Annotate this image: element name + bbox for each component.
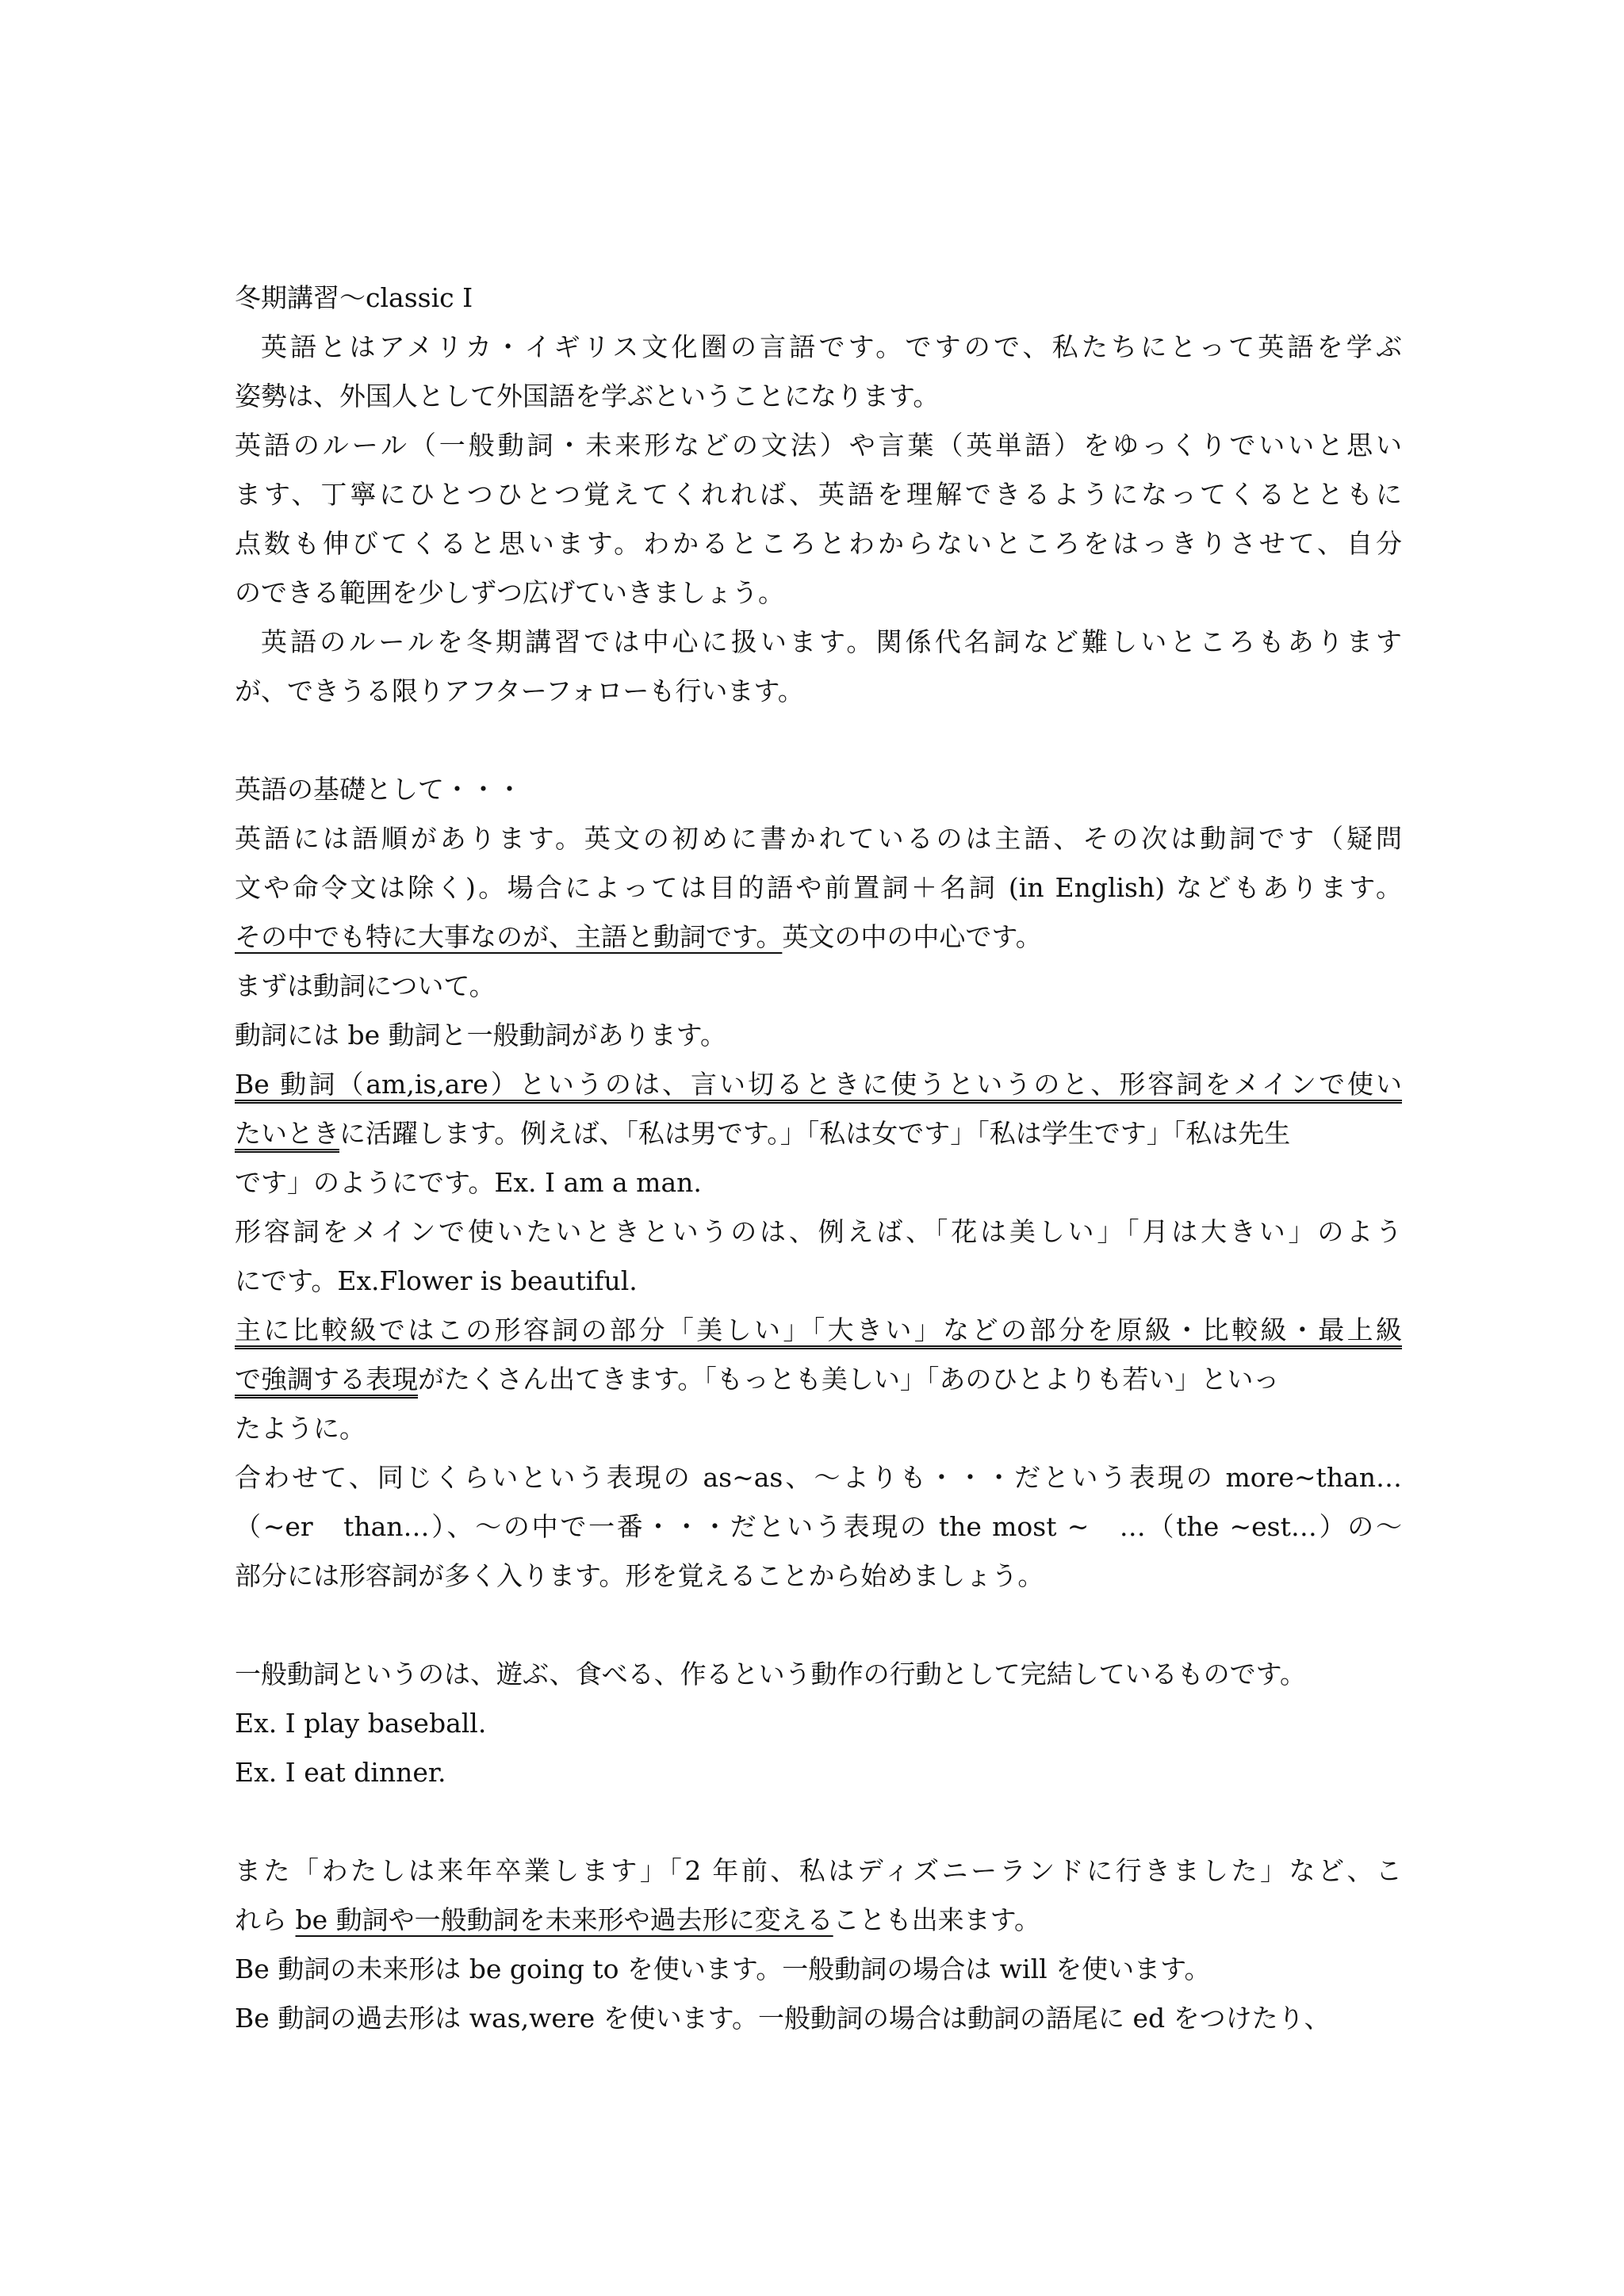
intro-line-3: 英語のルール（一般動詞・未来形などの文法）や言葉（英単語）をゆっくりでいいと思い	[235, 430, 1402, 461]
basics-line-10: にです。Ex.Flower is beautiful.	[235, 1265, 638, 1296]
basics-line-9: 形容詞をメインで使いたいときというのは、例えば、「花は美しい」「月は大きい」のよう	[235, 1216, 1402, 1247]
intro-line-7: 英語のルールを冬期講習では中心に扱います。関係代名詞など難しいところもあります	[261, 626, 1402, 657]
tense-line-1: また「わたしは来年卒業します」「2 年前、私はディズニーランドに行きました」など、こ	[235, 1855, 1402, 1886]
line-text: に活躍します。例えば、「私は男です。」「私は女です」「私は学生です」「私は先生	[339, 1118, 1291, 1149]
underlined-phrase: be 動詞や一般動詞を未来形や過去形に変える	[295, 1904, 833, 1935]
basics-line-11: 主に比較級ではこの形容詞の部分「美しい」「大きい」などの部分を原級・比較級・最上級	[235, 1314, 1402, 1345]
basics-line-1: 英語には語順があります。英文の初めに書かれているのは主語、その次は動詞です（疑問	[235, 823, 1402, 854]
line-text: れら	[235, 1904, 296, 1935]
intro-line-8: が、できうる限りアフターフォローも行います。	[235, 675, 804, 706]
document-title: 冬期講習～classic I	[235, 282, 473, 313]
line-text: ことも出来ます。	[833, 1904, 1041, 1935]
line-text: 英文の中の中心です。	[782, 921, 1042, 952]
basics-line-5: 動詞には be 動詞と一般動詞があります。	[235, 1020, 726, 1050]
basics-line-14: 合わせて、同じくらいという表現の as~as、～よりも・・・だという表現の more~than…	[235, 1462, 1402, 1493]
basics-line-13: たように。	[235, 1413, 366, 1444]
basics-line-7	[235, 1109, 1402, 1158]
basics-line-4: まずは動詞について。	[235, 970, 496, 1001]
basics-line-8: です」のようにです。Ex. I am a man.	[235, 1167, 702, 1198]
general-verb-line-1: 一般動詞というのは、遊ぶ、食べる、作るという動作の行動として完結しているものです。	[235, 1659, 1307, 1689]
intro-line-5: 点数も伸びてくると思います。わかるところとわからないところをはっきりさせて、自分	[235, 528, 1402, 559]
line-text: がたくさん出てきます。「もっとも美しい」「あのひとよりも若い」といっ	[418, 1364, 1280, 1395]
basics-line-12	[235, 1355, 1402, 1404]
basics-line-2: 文や命令文は除く)。場合によっては目的語や前置詞＋名詞 (in English) などもあります。	[235, 872, 1402, 903]
basics-heading: 英語の基礎として・・・	[235, 774, 523, 805]
intro-line-2: 姿勢は、外国人として外国語を学ぶということになります。	[235, 381, 940, 411]
intro-line-6: のできる範囲を少しずつ広げていきましょう。	[235, 577, 784, 608]
basics-line-16: 部分には形容詞が多く入ります。形を覚えることから始めましょう。	[235, 1560, 1044, 1591]
underlined-phrase: その中でも特に大事なのが、主語と動詞です。	[235, 921, 783, 952]
general-verb-example-2: Ex. I eat dinner.	[235, 1757, 446, 1788]
tense-line-2	[235, 1896, 1402, 1945]
basics-line-15: （~er than…）、～の中で一番・・・だという表現の the most ~ …（the ~est…）の～	[235, 1511, 1402, 1542]
tense-line-3: Be 動詞の未来形は be going to を使います。一般動詞の場合は will を使います。	[235, 1954, 1211, 1984]
general-verb-example-1: Ex. I play baseball.	[235, 1708, 487, 1739]
basics-line-3	[235, 913, 1402, 962]
intro-line-1: 英語とはアメリカ・イギリス文化圏の言語です。ですので、私たちにとって英語を学ぶ	[261, 331, 1402, 362]
double-underlined-phrase: たいとき	[235, 1118, 339, 1149]
double-underlined-phrase: で強調する表現	[235, 1364, 418, 1395]
tense-line-4: Be 動詞の過去形は was,were を使います。一般動詞の場合は動詞の語尾に ed をつけたり、	[235, 2003, 1331, 2034]
basics-line-6: Be 動詞（am,is,are）というのは、言い切るときに使うというのと、形容詞をメインで使い	[235, 1069, 1402, 1100]
intro-line-4: ます、丁寧にひとつひとつ覚えてくれれば、英語を理解できるようになってくるとともに	[235, 479, 1402, 510]
